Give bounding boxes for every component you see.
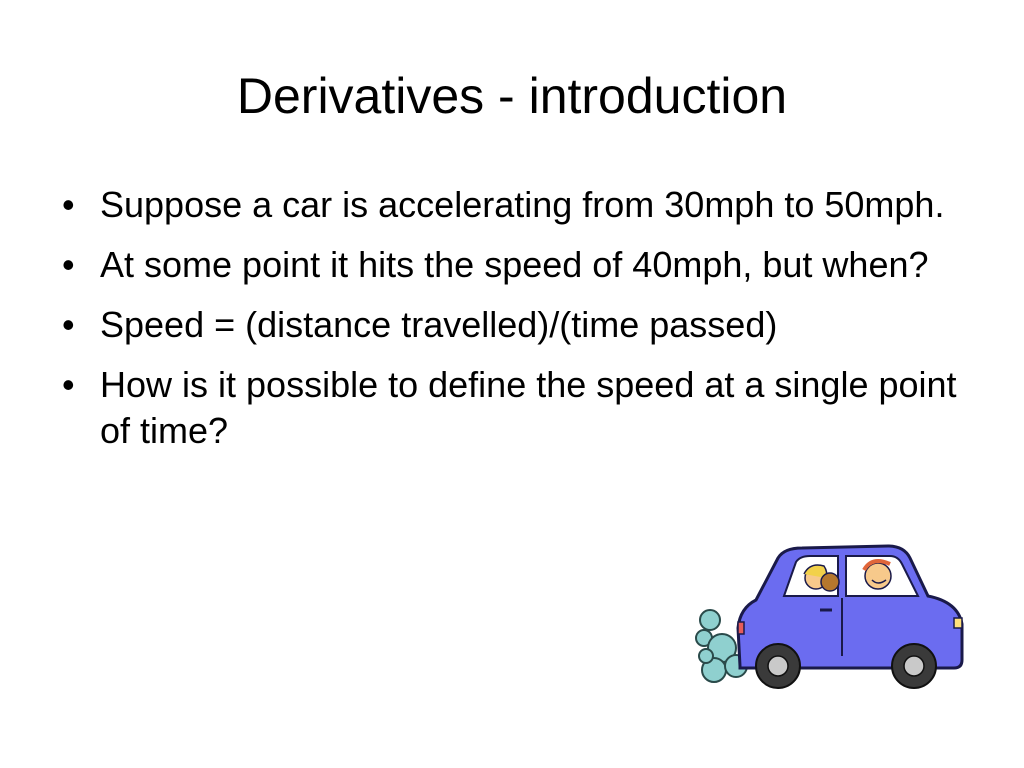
slide-title: Derivatives - introduction: [236, 68, 788, 124]
car-icon: [692, 538, 972, 698]
bullet-text: Suppose a car is accelerating from 30mph to 50mph.: [100, 184, 945, 225]
bullet-item: [62, 362, 962, 454]
bullet-item: [62, 302, 962, 348]
bullet-text: Speed = (distance travelled)/(time passed): [100, 304, 778, 345]
bullet-dot: •: [62, 244, 75, 285]
bullet-text: How is it possible to define the speed at a single point of time?: [100, 364, 957, 451]
bullet-dot: •: [62, 184, 75, 225]
wheel: [756, 644, 800, 688]
car-illustration: [692, 538, 972, 698]
bullet-list: [62, 182, 962, 468]
bullet-item: [62, 182, 962, 228]
bullet-dot: •: [62, 364, 75, 405]
bullet-item: [62, 242, 962, 288]
bullet-text: At some point it hits the speed of 40mph, but when?: [100, 244, 929, 285]
bullet-dot: •: [62, 304, 75, 345]
wheel: [892, 644, 936, 688]
